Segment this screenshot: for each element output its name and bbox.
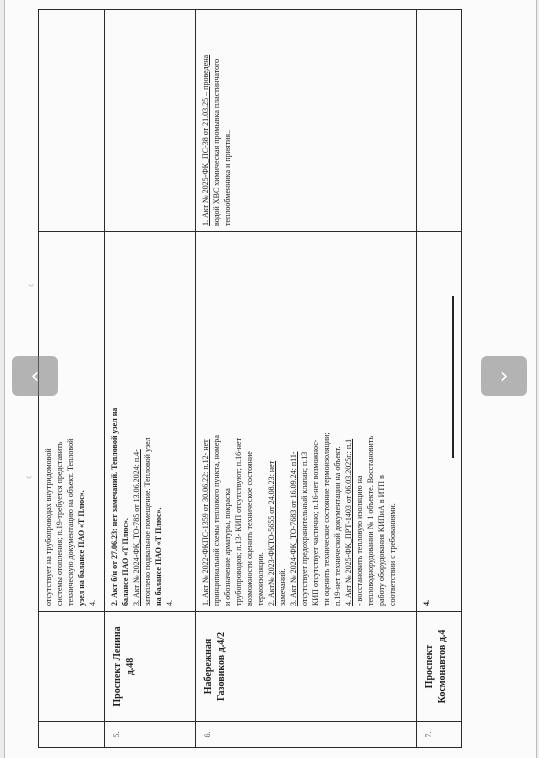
table-row-7 xyxy=(417,10,462,748)
findings-line: - восстановить тепловую изоляцию на xyxy=(355,475,364,606)
findings-line: тепловоднорудовании № 1 объекте. Восстановить xyxy=(366,436,375,606)
findings-cell xyxy=(417,232,462,612)
landscape-table-content xyxy=(38,10,448,748)
findings-line: 4. xyxy=(165,600,174,606)
actions-cell xyxy=(417,10,462,232)
findings-line: 2. Акт б/н от 27.06.23: нет замечаний. Тепловой узел на xyxy=(110,407,119,606)
previous-page-button[interactable] xyxy=(12,356,58,396)
actions-cell xyxy=(39,10,105,232)
findings-line: п.19-нет технической документации на объект. xyxy=(333,446,342,606)
address-cell: Набережная Газовиков д.4/2 xyxy=(196,612,417,722)
findings-line: техническую документацию на объект. Тепловой xyxy=(66,438,75,606)
chevron-right-icon: › xyxy=(499,363,509,389)
findings-line: соответствии с требованиями. xyxy=(388,503,397,606)
findings-line: 3. Акт № 2024-ФК_ТО-785 от 13.06.2024: п.4- xyxy=(132,449,141,606)
table-row-5 xyxy=(105,10,196,748)
table-row-6 xyxy=(196,10,417,748)
findings-line: 2. Акт№ 2023-ФКТО-5655 от 24.08.23: нет xyxy=(267,460,276,606)
findings-line: балансе ПАО «Т Плюс». xyxy=(121,518,130,606)
findings-line: на балансе ПАО «Т Плюс». xyxy=(154,507,163,606)
findings-line: отсутствует на трубопроводах внутридомовой xyxy=(44,448,53,606)
findings-line: затоплено подвальное помещение. Тепловой узел xyxy=(143,437,152,606)
actions-cell xyxy=(196,10,417,232)
actions-line: 1. Акт № 2025-ФК_ПС-38 от 21.03.25 – проведена xyxy=(201,54,210,226)
address-cell: Проспект Ленина д.48 xyxy=(105,612,196,722)
report-table xyxy=(38,9,462,748)
findings-line: 4. xyxy=(88,600,97,606)
findings-line: системы отопления; п.19-требуется представить xyxy=(55,441,64,606)
next-page-button[interactable] xyxy=(481,356,527,396)
row-number-cell: 7. xyxy=(417,722,462,748)
actions-line: теплообменника и приятия.. xyxy=(223,129,232,226)
findings-line: принципиальной схемы теплового пункта, номера xyxy=(212,435,221,606)
findings-line: узел на балансе ПАО «Т Плюс». xyxy=(77,490,86,606)
chevron-left-icon: ‹ xyxy=(30,363,40,389)
row-number-cell: 6. xyxy=(196,722,417,748)
findings-line: ти оценить техническое состояние термоизоляции; xyxy=(322,432,331,606)
address-cell xyxy=(39,612,105,722)
findings-line: замечаний. xyxy=(278,568,287,606)
findings-line: 4. Акт № 2025-ФК_ПРТ-1403 от 06.03.2025г.: п.1 xyxy=(344,438,353,606)
actions-line: водой ХВС химическая промывка пластинчатого xyxy=(212,58,221,226)
findings-line: работу оборудования КИПиА в ИТП в xyxy=(377,475,386,606)
findings-line: 3. Акт № 2024-ФК_ТО-7683 от 16.09.24: п11- xyxy=(289,451,298,606)
scan-mark-line xyxy=(452,296,454,458)
findings-line: 4. xyxy=(422,600,431,606)
findings-line: и обозначение арматуры, покраска xyxy=(223,488,232,606)
row-number-cell: 5. xyxy=(105,722,196,748)
findings-line: термоизоляции. xyxy=(256,552,265,606)
findings-cell xyxy=(196,232,417,612)
findings-line: КИП отсутствует частично; п.16-нет возможнос- xyxy=(311,439,320,606)
scan-artifact: ˘ xyxy=(25,474,33,493)
row-number-cell xyxy=(39,722,105,748)
findings-line: возможности оценить техническое состояние xyxy=(245,451,254,606)
document-page xyxy=(4,0,537,758)
findings-line: отсутствует предохранительный клапан; п.13 xyxy=(300,451,309,606)
rotated-table-frame xyxy=(38,10,448,748)
actions-cell xyxy=(105,10,196,232)
findings-cell xyxy=(105,232,196,612)
findings-line: трубопроводов; п.13- КИП отсутствуют; п.16-нет xyxy=(234,437,243,606)
address-cell: Проспект Космонавтов д.4 xyxy=(417,612,462,722)
scan-artifact: ˘ xyxy=(27,282,35,301)
findings-cell xyxy=(39,232,105,612)
findings-line: 1. Акт № 2022-ФКПС-1359 от 30.06.22: п.12- нет xyxy=(201,439,210,606)
